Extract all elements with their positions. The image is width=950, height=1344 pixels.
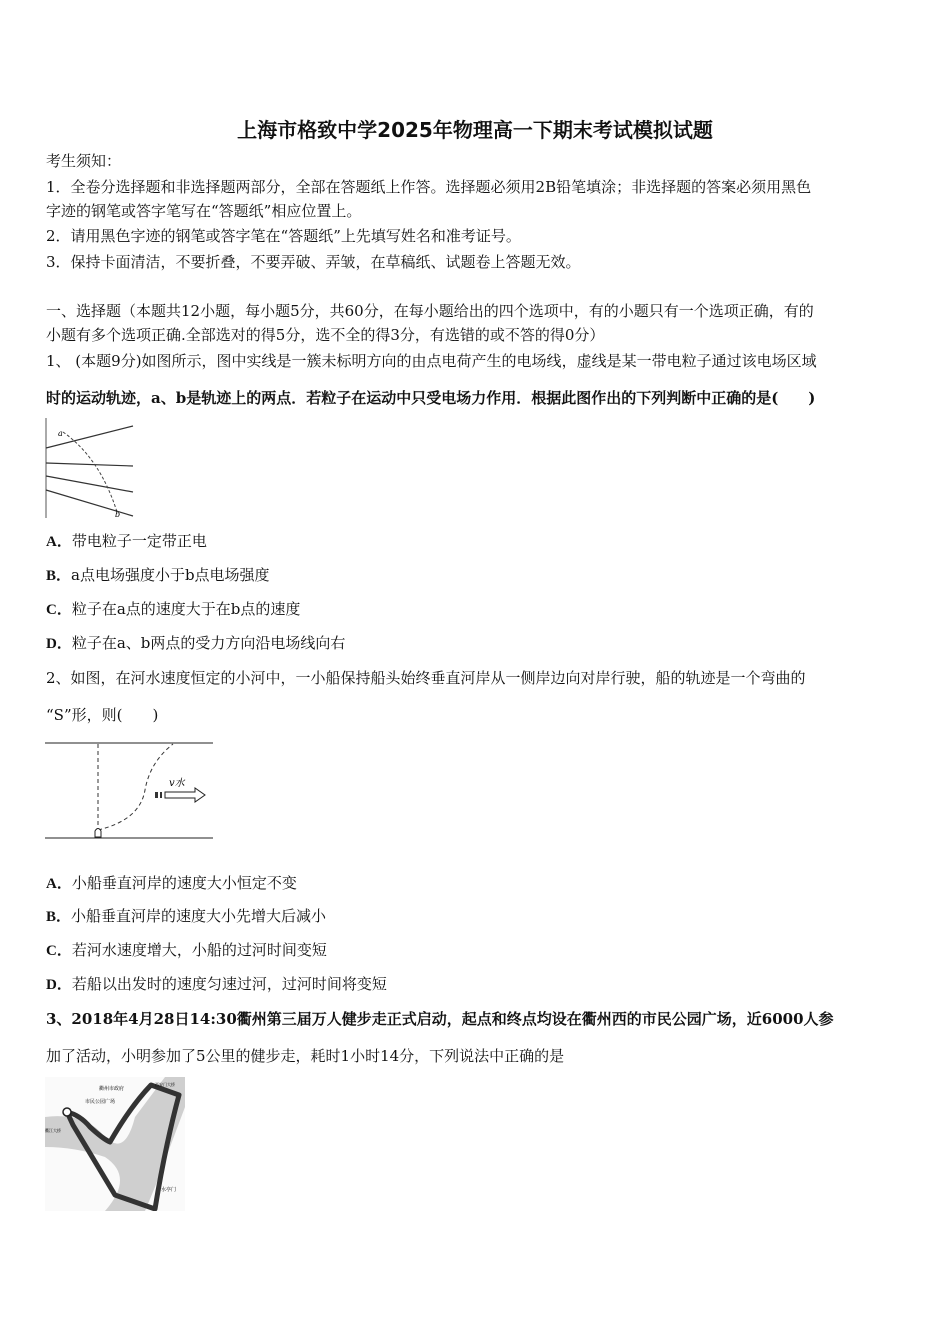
map-label: 市民公园广场	[85, 1099, 116, 1105]
notice-line: 字迹的钢笔或答字笔写在“答题纸”相应位置上。	[46, 202, 362, 220]
section-heading: 一、选择题（本题共12小题，每小题5分，共60分，在每小题给出的四个选项中，有的小题只有一个选项正确，有的	[46, 302, 814, 320]
label-b: b	[115, 510, 121, 519]
label-a: a	[58, 429, 63, 438]
map-label: 水亭门	[161, 1187, 177, 1193]
q3-route-map	[45, 1077, 185, 1211]
q2-option-d[interactable]: D．若船以出发时的速度匀速过河，过河时间将变短	[46, 975, 387, 993]
q3-stem: 加了活动，小明参加了5公里的健步走，耗时1小时14分，下列说法中正确的是	[46, 1047, 565, 1065]
q1-option-b[interactable]: B．a点电场强度小于b点电场强度	[46, 566, 270, 584]
notice-line: 3．保持卡面清洁，不要折叠，不要弄破、弄皱，在草稿纸、试题卷上答题无效。	[46, 253, 581, 271]
map-label: 衢州市政府	[99, 1086, 125, 1092]
q2-stem: “S”形，则( )	[46, 706, 159, 724]
q2-stem: 2、如图，在河水速度恒定的小河中，一小船保持船头始终垂直河岸从一侧岸边向对岸行驶，船的轨迹是一个弯曲的	[46, 669, 806, 687]
q1-option-d[interactable]: D．粒子在a、b两点的受力方向沿电场线向右	[46, 634, 346, 652]
q1-stem: 1、 (本题9分)如图所示，图中实线是一簇未标明方向的由点电荷产生的电场线，虚线是某一带电粒子通过该电场区域	[46, 352, 817, 370]
q1-option-a[interactable]: A．带电粒子一定带正电	[46, 532, 207, 550]
q2-option-b[interactable]: B．小船垂直河岸的速度大小先增大后减小	[46, 907, 327, 925]
q1-option-c[interactable]: C．粒子在a点的速度大于在b点的速度	[46, 600, 301, 618]
q2-river-diagram	[45, 740, 215, 840]
q2-option-a[interactable]: A．小船垂直河岸的速度大小恒定不变	[46, 874, 297, 892]
q1-stem: 时的运动轨迹，a、b是轨迹上的两点．若粒子在运动中只受电场力作用．根据此图作出的下列判断中正确的是( )	[46, 389, 816, 407]
notice-heading: 考生须知：	[46, 152, 122, 170]
notice-line: 1．全卷分选择题和非选择题两部分，全部在答题纸上作答。选择题必须用2B铅笔填涂；非选择题的答案必须用黑色	[46, 178, 812, 196]
section-heading: 小题有多个选项正确.全部选对的得5分，选不全的得3分，有选错的或不答的得0分）	[46, 326, 605, 344]
q3-stem: 3、2018年4月28日14:30衢州第三届万人健步走正式启动，起点和终点均设在衢州西的市民公园广场，近6000人参	[46, 1010, 834, 1028]
map-label: 衢江大桥	[45, 1128, 61, 1133]
map-label: 西安门大桥	[155, 1082, 175, 1087]
page-title: 上海市格致中学2025年物理高一下期末考试模拟试题	[237, 118, 713, 142]
q1-field-diagram	[45, 418, 135, 520]
q2-option-c[interactable]: C．若河水速度增大，小船的过河时间变短	[46, 941, 327, 959]
label-v-water: v水	[169, 778, 185, 789]
notice-line: 2．请用黑色字迹的钢笔或答字笔在“答题纸”上先填写姓名和准考证号。	[46, 227, 521, 245]
